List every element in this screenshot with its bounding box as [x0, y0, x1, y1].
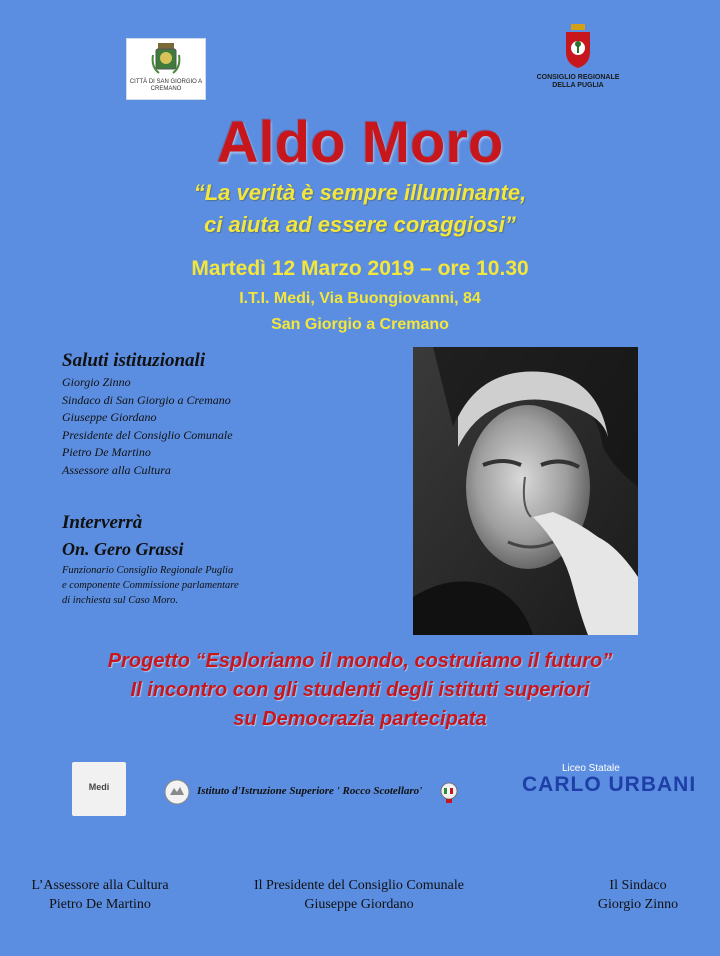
greetings-line: Presidente del Consiglio Comunale	[62, 428, 233, 442]
signature-role: Il Presidente del Consiglio Comunale	[254, 878, 464, 893]
medi-logo	[72, 762, 126, 816]
signature-name: Pietro De Martino	[49, 897, 151, 912]
scotellaro-name: Istituto d'Istruzione Superiore ' Rocco Scotellaro'	[197, 785, 423, 797]
signature-role: L’Assessore alla Cultura	[31, 878, 169, 893]
greetings-line: Assessore alla Cultura	[62, 463, 171, 477]
greetings-line: Giorgio Zinno	[62, 375, 131, 389]
greetings-line: Pietro De Martino	[62, 445, 151, 459]
scotellaro-seal-icon	[164, 779, 190, 805]
speaker-line: Funzionario Consiglio Regionale Puglia	[62, 565, 234, 576]
speaker-line: di inchiesta sul Caso Moro.	[62, 595, 178, 606]
event-date: Martedì 12 Marzo 2019 – ore 10.30	[191, 257, 529, 280]
quote-line-2: ci aiuta ad essere coraggiosi”	[204, 212, 516, 237]
speaker-title: Interverrà	[62, 512, 143, 533]
city-crest-icon	[151, 43, 181, 77]
signature-block	[578, 876, 698, 914]
medi-label: Medi	[88, 782, 110, 792]
quote-line-1: “La verità è sempre illuminante,	[193, 180, 527, 205]
region-logo	[528, 24, 628, 98]
region-emblem-icon	[563, 24, 593, 68]
liceo-name: CARLO URBANI	[522, 773, 697, 796]
greetings-line: Giuseppe Giordano	[62, 410, 157, 424]
region-caption-1: CONSIGLIO REGIONALE	[536, 74, 620, 81]
project-line-3: su Democrazia partecipata	[233, 708, 487, 730]
liceo-label: Liceo Statale	[562, 763, 620, 774]
city-caption: CITTÀ DI SAN GIORGIO A CREMANO	[129, 79, 203, 92]
venue-line-2: San Giorgio a Cremano	[271, 316, 449, 333]
region-caption-2: DELLA PUGLIA	[552, 82, 604, 89]
project-line-1: Progetto “Esploriamo il mondo, costruiamo il futuro”	[107, 650, 613, 672]
signature-name: Giuseppe Giordano	[304, 897, 414, 912]
speaker-name: On. Gero Grassi	[62, 539, 184, 559]
portrait-photo	[413, 347, 638, 635]
project-line-2: Il incontro con gli studenti degli istituti superiori	[130, 679, 590, 701]
italian-emblem-icon	[440, 780, 458, 804]
page-title: Aldo Moro	[216, 110, 504, 175]
city-logo	[126, 38, 206, 100]
speaker-line: e componente Commissione parlamentare	[62, 580, 239, 591]
signature-role: Il Sindaco	[609, 878, 667, 893]
signature-block	[22, 876, 178, 914]
greetings-line: Sindaco di San Giorgio a Cremano	[62, 393, 231, 407]
greetings-title: Saluti istituzionali	[62, 350, 206, 371]
signature-name: Giorgio Zinno	[597, 897, 679, 912]
venue-line-1: I.T.I. Medi, Via Buongiovanni, 84	[239, 290, 481, 307]
signature-block	[232, 876, 486, 914]
